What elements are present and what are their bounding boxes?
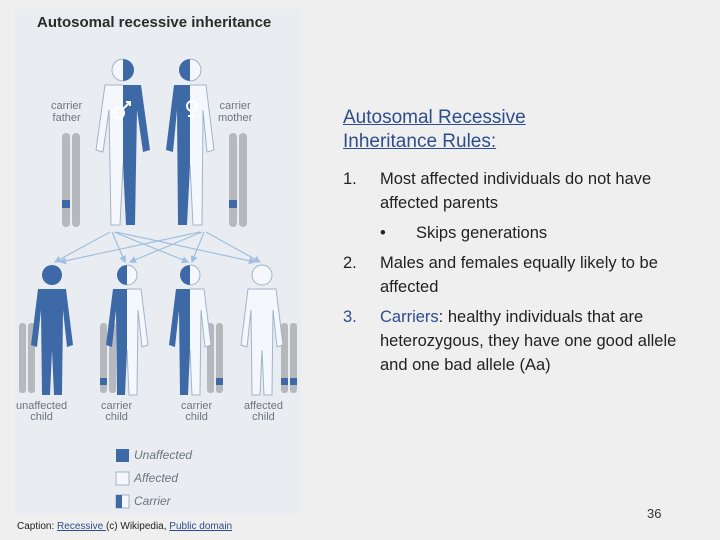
father-label: carrier father <box>51 100 83 124</box>
chromosome-pair-mother <box>229 133 247 227</box>
inheritance-arrows <box>55 232 260 262</box>
child-label-unaffected: unaffected child <box>16 400 68 423</box>
figure-caption: Caption: Recessive (c) Wikipedia, Public domain <box>17 521 233 532</box>
rule-number: 1. <box>343 170 357 188</box>
recessive-link[interactable]: Recessive <box>57 521 106 532</box>
chromosome-pair-father <box>62 133 80 227</box>
child-carrier-1 <box>100 265 148 395</box>
rule-text: Most affected individuals do not have affected parents <box>380 170 652 212</box>
child-label-carrier-2: carrier child <box>181 400 213 423</box>
rule-sub-text: Skips generations <box>416 224 548 242</box>
legend-label-affected: Affected <box>134 471 179 485</box>
father-figure <box>96 59 150 225</box>
figure-title: Autosomal recessive inheritance <box>37 14 272 31</box>
bullet-icon: • <box>380 224 386 242</box>
rule-number: 2. <box>343 254 357 272</box>
mother-figure <box>166 59 214 225</box>
child-carrier-2 <box>169 265 223 395</box>
mother-label: carrier mother <box>218 100 253 124</box>
page-number: 36 <box>647 506 662 521</box>
child-label-carrier-1: carrier child <box>101 400 133 423</box>
child-unaffected <box>19 265 73 395</box>
legend-label-unaffected: Unaffected <box>134 448 193 462</box>
rule-text: Carriers: healthy individuals that are heterozygous, they have one good allele and one bad allele (Aa) <box>380 308 677 374</box>
child-label-affected: affected child <box>244 400 283 423</box>
keyword-carriers: Carriers <box>380 308 439 326</box>
legend-swatch-unaffected <box>116 449 129 462</box>
slide-heading: Autosomal Recessive Inheritance Rules: <box>343 107 526 152</box>
public-domain-link[interactable]: Public domain <box>169 521 233 532</box>
rule-number: 3. <box>343 308 357 326</box>
rule-text: Males and females equally likely to be affected <box>380 254 658 296</box>
child-affected <box>241 265 297 395</box>
legend-label-carrier: Carrier <box>134 494 171 508</box>
legend <box>116 449 129 508</box>
legend-swatch-affected <box>116 472 129 485</box>
